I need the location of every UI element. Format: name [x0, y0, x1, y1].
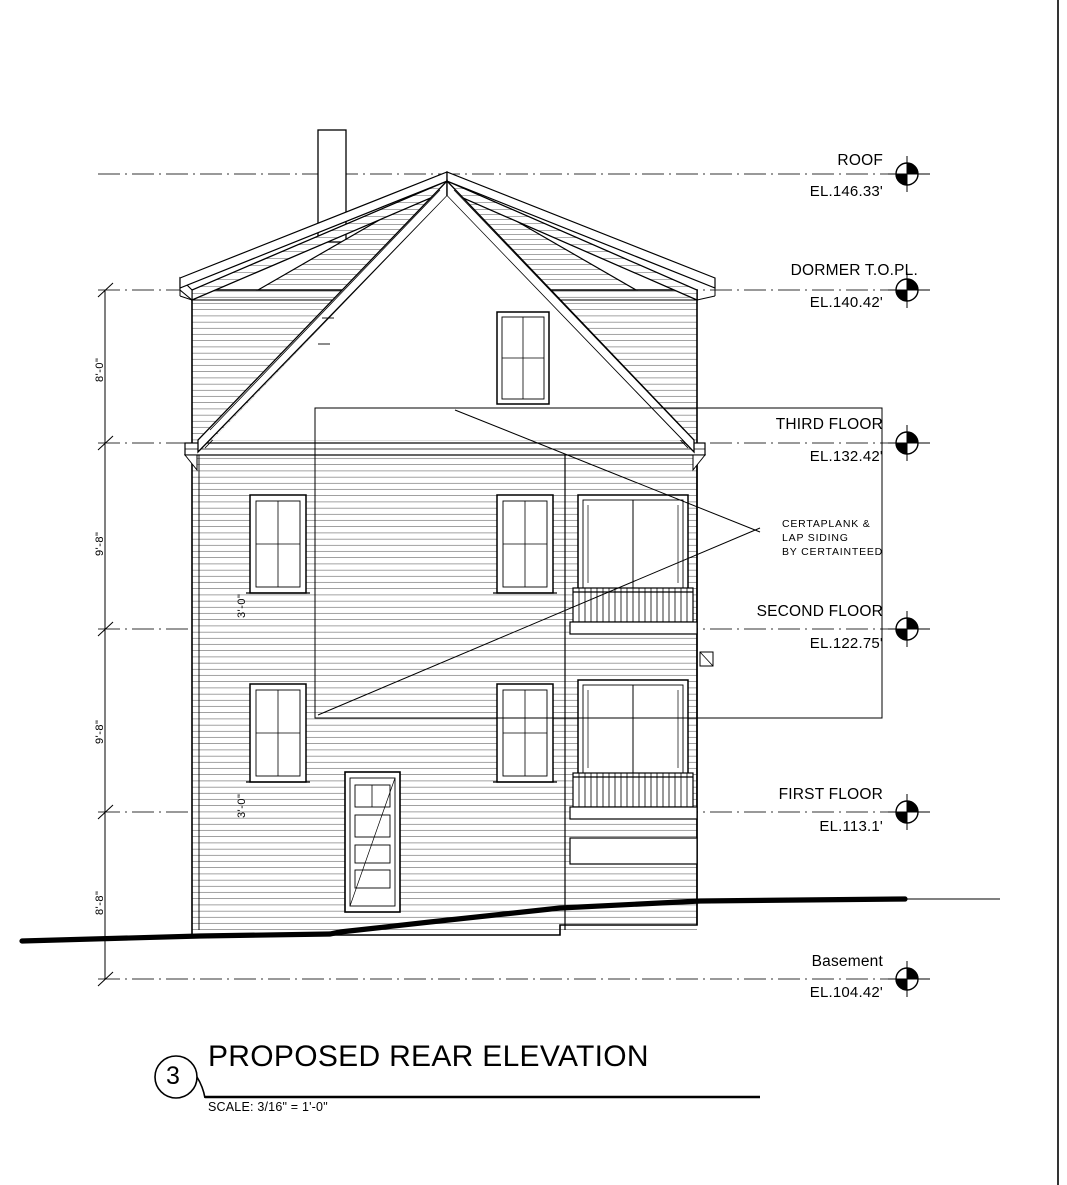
level-label-second-floor: SECOND FLOOR — [756, 603, 883, 620]
dimension-label-second-to-first: 9'-8" — [94, 719, 106, 744]
level-marker-first-floor — [888, 794, 930, 830]
window-third-left — [246, 495, 310, 593]
level-marker-basement — [888, 961, 930, 997]
drawing-title: PROPOSED REAR ELEVATION — [208, 1040, 649, 1073]
level-label-roof: ROOF — [837, 152, 883, 169]
window-head-dimension-second: 3'-0" — [236, 793, 248, 818]
level-elevation-second-floor: EL.122.75' — [809, 635, 883, 652]
level-elevation-roof: EL.146.33' — [809, 183, 883, 200]
annotation-siding-line-3: BY CERTAINTEED — [782, 546, 884, 558]
level-marker-roof — [888, 156, 930, 192]
deck-railing-third — [570, 588, 697, 634]
window-second-left — [246, 684, 310, 782]
door-third-deck — [578, 495, 688, 593]
level-label-third-floor: THIRD FLOOR — [775, 416, 883, 433]
window-attic — [497, 312, 549, 404]
dimension-string-left — [98, 283, 113, 986]
door-second-deck — [578, 680, 688, 778]
level-label-dormer: DORMER T.O.PL. — [790, 262, 918, 279]
drawing-scale: SCALE: 3/16" = 1'-0" — [208, 1100, 328, 1114]
level-marker-second-floor — [888, 611, 930, 647]
annotation-siding-line-1: CERTAPLANK & — [782, 518, 871, 530]
level-markers — [888, 156, 930, 997]
annotation-siding-line-2: LAP SIDING — [782, 532, 849, 544]
deck-railing-second — [570, 773, 697, 864]
detail-number: 3 — [166, 1062, 180, 1090]
downspout-detail — [700, 652, 713, 666]
dimension-label-dormer-to-third: 8'-0" — [94, 357, 106, 382]
level-marker-third-floor — [888, 425, 930, 461]
entry-door — [345, 772, 400, 912]
level-label-first-floor: FIRST FLOOR — [778, 786, 883, 803]
window-head-dimension-third: 3'-0" — [236, 593, 248, 618]
level-elevation-first-floor: EL.113.1' — [819, 818, 883, 835]
dimension-label-third-to-second: 9'-8" — [94, 531, 106, 556]
window-second-center — [493, 684, 557, 782]
level-elevation-third-floor: EL.132.42' — [809, 448, 883, 465]
level-label-basement: Basement — [811, 953, 883, 970]
level-elevation-dormer: EL.140.42' — [809, 294, 883, 311]
level-elevation-basement: EL.104.42' — [809, 984, 883, 1001]
dimension-label-first-to-basement: 8'-8" — [94, 890, 106, 915]
window-third-center — [493, 495, 557, 593]
